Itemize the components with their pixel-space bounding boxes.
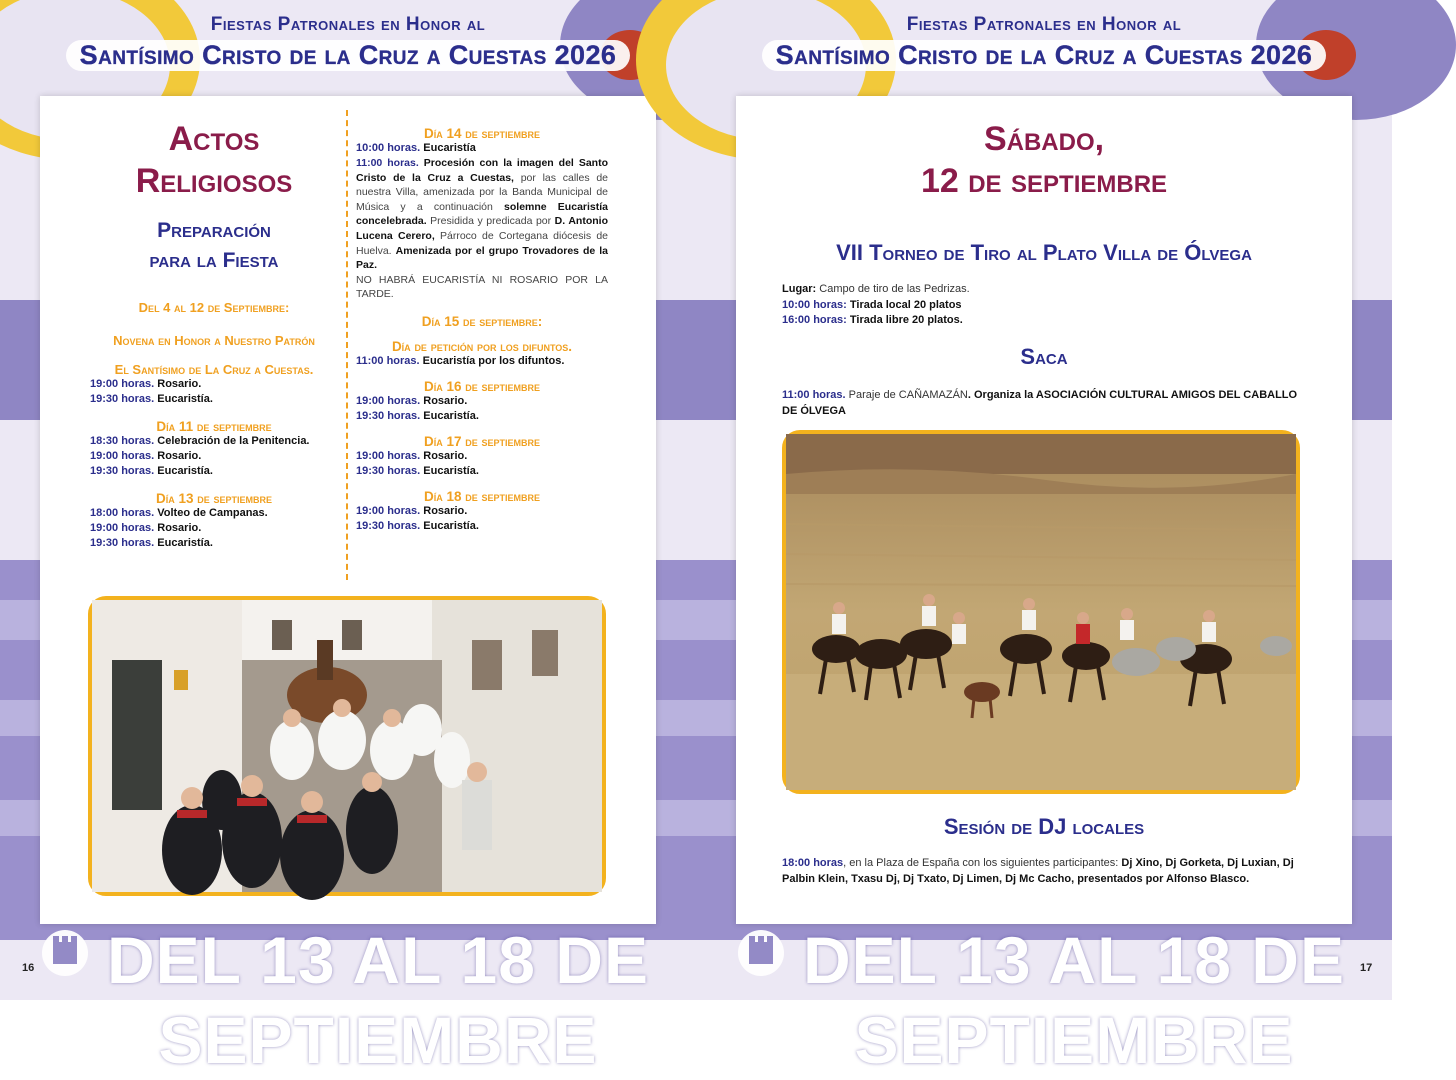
- event: Rosario.: [157, 378, 202, 390]
- schedule-line: [356, 464, 608, 479]
- saca-title: Saca: [1020, 344, 1068, 369]
- event: Rosario.: [157, 522, 202, 534]
- header-super: Fiestas Patronales en Honor al: [210, 14, 486, 35]
- time: 19:00 horas.: [90, 522, 155, 534]
- horses-photo-illustration: [786, 434, 1296, 790]
- time: 16:00 horas:: [782, 314, 847, 326]
- priest-parish: Párroco de Cortegana diócesis de Huelva.: [356, 229, 609, 257]
- choir-text: Amenizada por el grupo Trovadores de la Paz.: [356, 244, 609, 272]
- venue-line: [782, 282, 1304, 298]
- priest-name: D. Antonio Lucena Cerero,: [356, 215, 608, 242]
- title-line: Sábado,: [983, 120, 1105, 158]
- time: 11:00 horas.: [356, 354, 420, 367]
- time: 18:00 horas: [782, 857, 844, 869]
- eucharist-text: solemne Eucaristía concelebrada.: [356, 200, 609, 228]
- event: Rosario.: [423, 504, 468, 517]
- venue-text: Campo de tiro de las Pedrizas.: [819, 283, 970, 295]
- schedule-line: [90, 377, 341, 392]
- day11-schedule: [87, 434, 341, 479]
- procession-photo-illustration: [92, 600, 602, 892]
- schedule-line: [90, 434, 341, 449]
- schedule-line: [90, 521, 341, 536]
- novena-heading: Novena en Honor a Nuestro Patrón: [113, 333, 315, 348]
- schedule-line: [782, 298, 1304, 314]
- schedule-line: [356, 409, 608, 424]
- subtitle-line: para la Fiesta: [149, 249, 279, 272]
- content-sheet: [736, 96, 1352, 924]
- content-sheet: [40, 96, 656, 924]
- date-banner: DEL 13 AL 18 DE SEPTIEMBRE: [106, 923, 649, 1077]
- time: 19:00 horas.: [356, 394, 421, 407]
- event: Rosario.: [423, 449, 468, 462]
- torneo-title: VII Torneo de Tiro al Plato Villa de Ólvega: [836, 240, 1252, 265]
- schedule-line: [90, 392, 341, 407]
- date-banner: DEL 13 AL 18 DE SEPTIEMBRE: [802, 923, 1345, 1077]
- patron-schedule: [87, 377, 341, 407]
- time: 19:00 horas.: [90, 378, 155, 390]
- page-number: 17: [1360, 962, 1373, 974]
- subtitle-line: Preparación: [157, 219, 271, 242]
- page-header: [696, 14, 1392, 71]
- day-title: Día 11 de septiembre: [156, 419, 272, 434]
- day-title: Día 16 de septiembre: [423, 378, 541, 394]
- time: 19:30 horas.: [356, 464, 421, 477]
- time: 18:00 horas.: [90, 507, 155, 519]
- time: 19:00 horas.: [356, 449, 421, 462]
- event: Eucaristía: [423, 142, 476, 154]
- schedule-line: [782, 313, 1304, 329]
- time: 19:30 horas.: [90, 537, 155, 549]
- time: 19:30 horas.: [356, 519, 421, 532]
- day-title: Día 18 de septiembre: [423, 488, 541, 504]
- procession-photo: [88, 596, 606, 896]
- time: 11:00 horas.: [782, 389, 846, 401]
- schedule-line: [90, 464, 341, 479]
- day-subtitle: Día de petición por los difuntos.: [391, 338, 573, 354]
- saca-details: [782, 388, 1304, 419]
- torneo-details: [782, 282, 1304, 329]
- schedule-line: [90, 449, 341, 464]
- event: Rosario.: [157, 450, 202, 462]
- dj-list: Dj Xino, Dj Gorketa, Dj Luxian, Dj Palbin Klein, Txasu Dj, Dj Txato, Dj Limen, Dj Mc Cacho, presentados por Alfonso Blasco.: [782, 857, 1294, 885]
- schedule-line: [90, 506, 341, 521]
- event: Eucaristía.: [157, 537, 213, 549]
- event: Tirada libre 20 platos.: [849, 314, 963, 326]
- header-super: Fiestas Patronales en Honor al: [906, 14, 1182, 35]
- time: 19:30 horas.: [356, 409, 421, 422]
- event: Eucaristía.: [423, 409, 479, 422]
- page-number: 16: [22, 962, 35, 974]
- schedule-line: [356, 354, 608, 369]
- schedule-line: [356, 449, 608, 464]
- time: 19:00 horas.: [356, 504, 421, 517]
- time: 19:30 horas.: [90, 465, 155, 477]
- procession-title: Procesión con la imagen del Santo Cristo de la Cruz a Cuestas,: [356, 157, 609, 184]
- header-title: Santísimo Cristo de la Cruz a Cuestas 2026: [66, 40, 631, 71]
- header-title: Santísimo Cristo de la Cruz a Cuestas 2026: [762, 40, 1327, 71]
- schedule-line: [356, 394, 608, 409]
- section-subtitle: [87, 216, 341, 276]
- event: Volteo de Campanas.: [157, 507, 268, 519]
- section-title: [87, 118, 341, 202]
- saca-organizer: . Organiza la ASOCIACIÓN CULTURAL AMIGOS DEL CABALLO DE ÓLVEGA: [782, 389, 1298, 417]
- dj-place: , en la Plaza de España con los siguientes participantes:: [843, 857, 1119, 869]
- range-heading: Del 4 al 12 de Septiembre:: [138, 300, 290, 315]
- right-page: [696, 0, 1392, 1077]
- title-line: Actos: [168, 120, 260, 158]
- left-column: [87, 118, 341, 551]
- page-header: [0, 14, 696, 71]
- day-title: Día 15 de septiembre:: [421, 313, 543, 329]
- day-title: Día 14 de septiembre: [423, 126, 541, 141]
- event: Eucaristía.: [423, 519, 479, 532]
- schedule-line: [356, 141, 608, 156]
- day-heading: [736, 118, 1352, 202]
- time: 19:30 horas.: [90, 393, 155, 405]
- event: Celebración de la Penitencia.: [157, 435, 310, 447]
- schedule-line: [356, 504, 608, 519]
- procession-text: por las calles de nuestra Villa, amenizada por la Banda Municipal de Música y a continuación: [356, 171, 609, 213]
- column-divider: [346, 110, 348, 580]
- event: Eucaristía.: [157, 465, 213, 477]
- dj-title: Sesión de DJ locales: [943, 814, 1145, 839]
- presided-text: Presidida y predicada por: [430, 215, 552, 228]
- procession-paragraph: [356, 156, 608, 302]
- saca-place: Paraje de CAÑAMAZÁN: [848, 389, 968, 401]
- dj-details: [782, 856, 1304, 887]
- venue-label: Lugar:: [782, 283, 817, 295]
- schedule-line: [356, 519, 608, 534]
- right-column: [356, 126, 608, 534]
- title-line: Religiosos: [135, 162, 293, 200]
- day13-schedule: [87, 506, 341, 551]
- title-line: 12 de septiembre: [920, 162, 1168, 200]
- event: Eucaristía por los difuntos.: [422, 354, 565, 367]
- time: 10:00 horas.: [356, 142, 421, 154]
- time: 10:00 horas:: [782, 298, 847, 311]
- event: Eucaristía.: [423, 464, 479, 477]
- schedule-line: [90, 536, 341, 551]
- event: Eucaristía.: [157, 393, 213, 405]
- event: Rosario.: [423, 394, 468, 407]
- time: 18:30 horas.: [90, 435, 155, 447]
- time: 11:00 horas.: [356, 157, 419, 169]
- day-title: Día 13 de septiembre: [155, 491, 273, 506]
- day-title: Día 17 de septiembre: [423, 433, 541, 449]
- patron-heading: El Santísimo de La Cruz a Cuestas.: [114, 362, 314, 377]
- time: 19:00 horas.: [90, 450, 155, 462]
- left-page: [0, 0, 696, 1077]
- note-text: NO HABRÁ EUCARISTÍA NI ROSARIO POR LA TARDE.: [356, 273, 608, 301]
- horses-photo: [782, 430, 1300, 794]
- event: Tirada local 20 platos: [849, 298, 962, 311]
